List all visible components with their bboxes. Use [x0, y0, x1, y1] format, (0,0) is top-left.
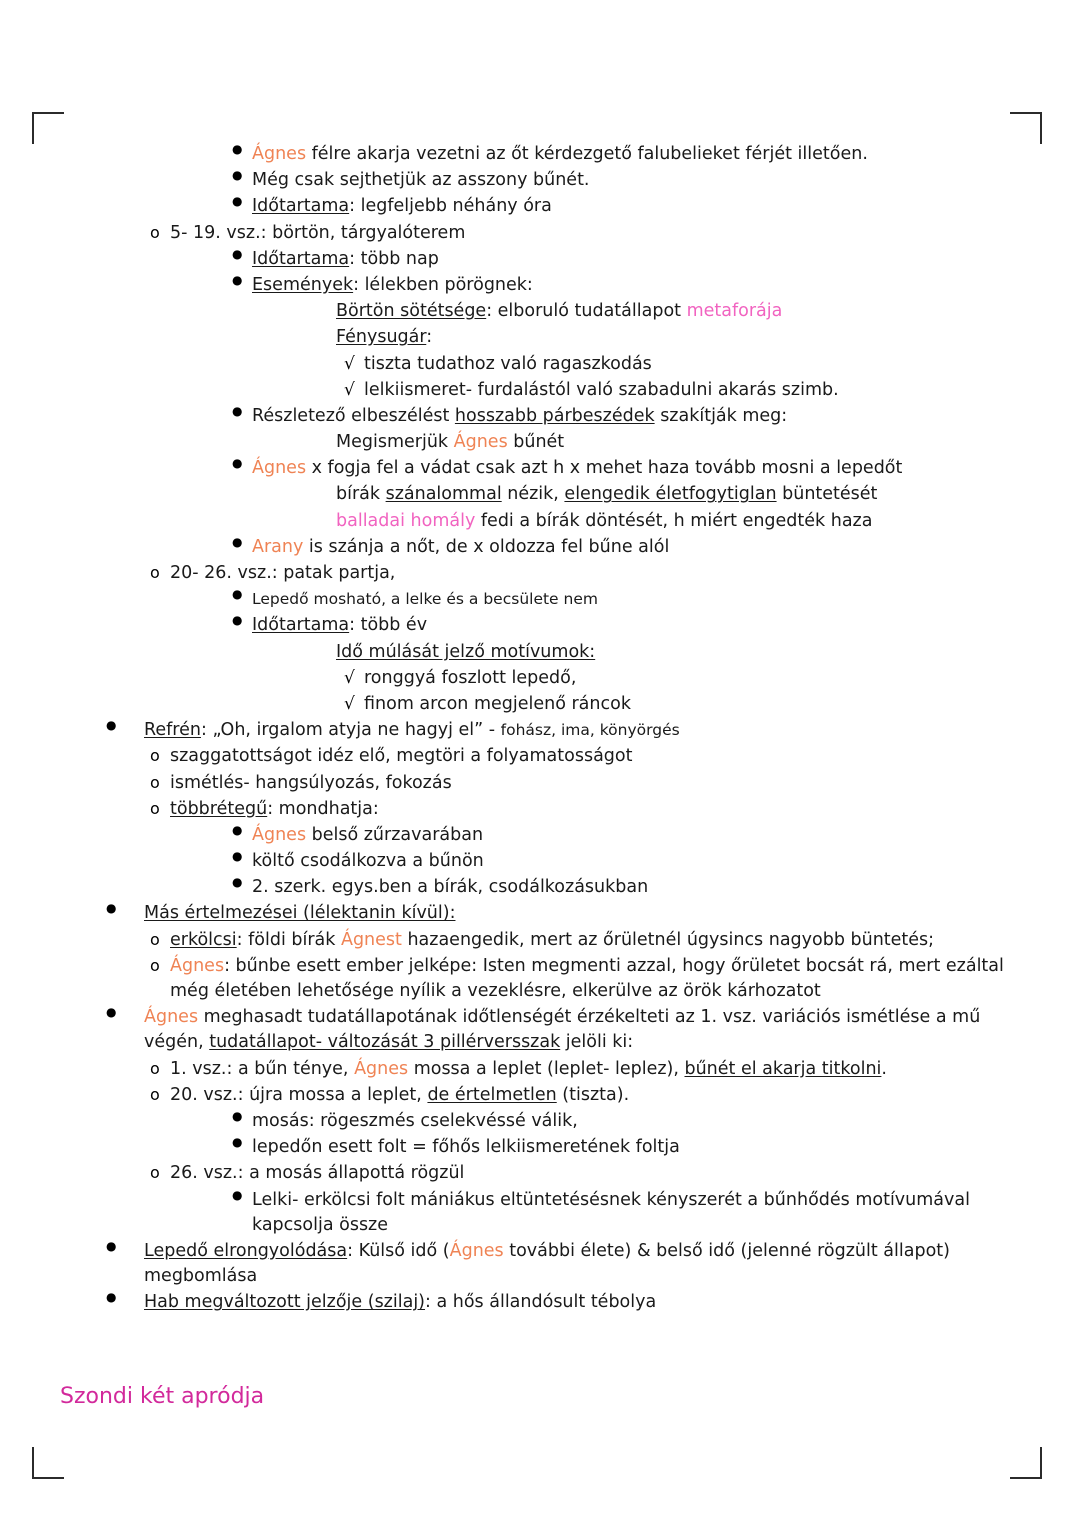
outline-text: : elboruló tudatállapot: [486, 301, 687, 322]
outline-line: [92, 221, 1022, 246]
outline-text: Fénysugár: [336, 327, 427, 348]
outline-text: : több év: [349, 615, 428, 636]
section-heading: Szondi két apródja: [60, 1384, 265, 1409]
outline-line: [92, 168, 1022, 193]
outline-line: [92, 430, 1022, 455]
outline-text: lelkiismeret- furdalástól való szabadulni akarás szimb.: [364, 379, 839, 400]
crop-mark-bottom-right: [1010, 1447, 1042, 1479]
outline-line: [92, 247, 1022, 272]
outline-text: Időtartama: [252, 248, 350, 269]
outline-line: [92, 1083, 1022, 1108]
outline-text: de értelmetlen: [427, 1084, 557, 1105]
outline-text: Ágnes: [252, 458, 307, 479]
outline-text: Megismerjük: [336, 432, 454, 453]
outline-text: Részletező elbeszélést: [252, 405, 455, 426]
outline-text: belső zűrzavarában: [306, 824, 484, 845]
outline-line: [92, 509, 1022, 534]
outline-text: 26. vsz.: a mosás állapottá rögzül: [170, 1163, 465, 1184]
outline-line: [92, 640, 1022, 665]
outline-text: :: [426, 327, 433, 348]
outline-line: [92, 482, 1022, 507]
outline-line: [92, 273, 1022, 298]
outline-text: Refrén: [144, 720, 201, 741]
outline-text: 1. vsz.: a bűn ténye,: [170, 1058, 355, 1079]
outline-text: Ágnes: [354, 1058, 409, 1079]
outline-text: mosás: rögeszmés cselekvéssé válik,: [252, 1110, 578, 1131]
outline-text: erkölcsi: [170, 929, 237, 950]
crop-mark-top-left: [32, 112, 64, 144]
outline-text: fohász, ima, könyörgés: [500, 721, 680, 740]
outline-line: [92, 1109, 1022, 1134]
outline-text: Lepedő mosható, a lelke és a becsülete nem: [252, 590, 598, 609]
outline-text: : „Oh, irgalom atyja ne hagyj el” -: [200, 720, 501, 741]
outline-text: Ágnes: [170, 955, 225, 976]
outline-text: is szánja a nőt, de x oldozza fel bűne alól: [303, 536, 670, 557]
outline-text: költő csodálkozva a bűnön: [252, 851, 484, 872]
outline-text: büntetését: [776, 484, 878, 505]
outline-text: szaggatottságot idéz elő, megtöri a folyamatosságot: [170, 746, 633, 767]
outline-text: Időtartama: [252, 196, 350, 217]
outline-text: szakítják meg:: [654, 405, 788, 426]
outline-line: [92, 1290, 1022, 1315]
outline-text: : több nap: [349, 248, 439, 269]
outline-text: Ágnes: [453, 432, 508, 453]
outline-text: 2. szerk. egys.ben a bírák, csodálkozásukban: [252, 877, 649, 898]
outline-text: hosszabb párbeszédek: [454, 405, 655, 426]
outline-text: Arany: [252, 536, 304, 557]
outline-text: .: [881, 1058, 887, 1079]
outline-line: [92, 613, 1022, 638]
outline-line: [92, 561, 1022, 586]
outline-text: : a hős állandósult tébolya: [425, 1292, 657, 1313]
outline-text: : lélekben pörögnek:: [353, 274, 533, 295]
outline-line: [92, 352, 1022, 377]
outline-text: Börtön sötétsége: [336, 301, 487, 322]
outline-text: metaforája: [686, 301, 783, 322]
outline-text: fedi a bírák döntését, h miért engedték haza: [475, 510, 873, 531]
outline-text: hazaengedik, mert az őrületnél úgysincs nagyobb büntetés;: [401, 929, 935, 950]
outline-text: tiszta tudathoz való ragaszkodás: [364, 353, 652, 374]
outline-text: Időtartama: [252, 615, 350, 636]
outline-text: : Külső idő (: [347, 1240, 450, 1261]
outline-text: 20- 26. vsz.: patak partja,: [170, 563, 396, 583]
outline-text: elengedik életfogytiglan: [564, 484, 777, 505]
outline-text: bűnét el akarja titkolni: [684, 1058, 882, 1079]
outline-line: [92, 744, 1022, 769]
outline-text: lepedőn esett folt = főhős lelkiismeretének foltja: [252, 1137, 680, 1158]
outline-line: [92, 404, 1022, 429]
outline-text: nézik,: [501, 484, 565, 505]
outline-text: többrétegű: [170, 798, 268, 819]
outline-line: [92, 928, 1022, 953]
outline-line: [92, 666, 1022, 691]
outline-text: balladai homály: [336, 510, 476, 531]
outline-line: [92, 718, 1022, 743]
outline-text: ronggyá foszlott lepedő,: [364, 667, 577, 688]
outline-line: [92, 875, 1022, 900]
outline-text: Ágnest: [340, 929, 402, 950]
outline-text: meghasadt tudatállapotának időtlenségét érzékelteti az 1. vsz. variációs ismétlése a mű végén,: [144, 1007, 981, 1053]
outline-line: [92, 692, 1022, 717]
outline-text: 5- 19. vsz.: börtön, tárgyalóterem: [170, 222, 466, 243]
outline-text: Idő múlását jelző motívumok:: [336, 641, 596, 662]
outline-text: (tiszta).: [556, 1084, 630, 1105]
outline-text: tudatállapot- változását 3 pillérversszak: [209, 1032, 561, 1053]
outline-text: finom arcon megjelenő ráncok: [364, 693, 631, 714]
outline-line: [92, 1161, 1022, 1186]
outline-text: félre akarja vezetni az őt kérdezgető falubelieket férjét illetően.: [306, 144, 868, 164]
outline-text: Események: [252, 274, 354, 295]
outline-text: Még csak sejthetjük az asszony bűnét.: [252, 170, 590, 191]
outline-line: [92, 849, 1022, 874]
notes-outline: [92, 142, 1022, 1316]
outline-text: bűnét: [507, 432, 565, 453]
outline-line: [92, 1057, 1022, 1082]
outline-text: Hab megváltozott jelzője (szilaj): [144, 1292, 426, 1313]
outline-text: Lepedő elrongyolódása: [144, 1240, 348, 1261]
outline-line: [92, 299, 1022, 324]
outline-line: [92, 771, 1022, 796]
outline-line: [92, 142, 1022, 167]
outline-text: : bűnbe esett ember jelképe: Isten megmenti azzal, hogy őrületet bocsát rá, mert ezáltal még életében lehetősége nyílik a vezeklésre, elkerülve az örök kárhozatot: [170, 955, 1004, 1001]
outline-text: jelöli ki:: [560, 1032, 634, 1053]
outline-line: [92, 1188, 1022, 1238]
outline-text: : földi bírák: [236, 929, 341, 950]
outline-line: [92, 954, 1022, 1004]
outline-text: x fogja fel a vádat csak azt h x mehet haza tovább mosni a lepedőt: [306, 458, 903, 479]
outline-text: további élete) & belső idő (jelenné rögzült állapot) megbomlása: [144, 1240, 950, 1287]
outline-text: : mondhatja:: [267, 798, 379, 819]
outline-text: Más értelmezései (lélektanin kívül):: [144, 903, 456, 924]
outline-line: [92, 456, 1022, 481]
outline-text: Ágnes: [449, 1240, 504, 1261]
outline-line: [92, 1005, 1022, 1055]
outline-line: [92, 797, 1022, 822]
outline-text: Lelki- erkölcsi folt mániákus eltüntetésésnek kényszerét a bűnhődés motívumával kapcsolja össze: [252, 1189, 970, 1235]
outline-text: : legfeljebb néhány óra: [349, 196, 552, 217]
outline-text: bírák: [336, 484, 386, 505]
outline-text: szánalommal: [385, 484, 502, 505]
crop-mark-bottom-left: [32, 1447, 64, 1479]
crop-mark-top-right: [1010, 112, 1042, 144]
outline-text: mossa a leplet (leplet- leplez),: [408, 1058, 685, 1079]
outline-line: [92, 535, 1022, 560]
outline-text: Ágnes: [252, 144, 307, 164]
outline-line: [92, 378, 1022, 403]
outline-line: [92, 1135, 1022, 1160]
outline-line: [92, 901, 1022, 926]
outline-text: Ágnes: [252, 824, 307, 845]
outline-line: [92, 587, 1022, 612]
outline-text: Ágnes: [144, 1007, 199, 1028]
outline-line: [92, 1239, 1022, 1289]
outline-text: ismétlés- hangsúlyozás, fokozás: [170, 772, 452, 793]
outline-line: [92, 194, 1022, 219]
outline-line: [92, 325, 1022, 350]
outline-text: 20. vsz.: újra mossa a leplet,: [170, 1084, 428, 1105]
outline-line: [92, 823, 1022, 848]
